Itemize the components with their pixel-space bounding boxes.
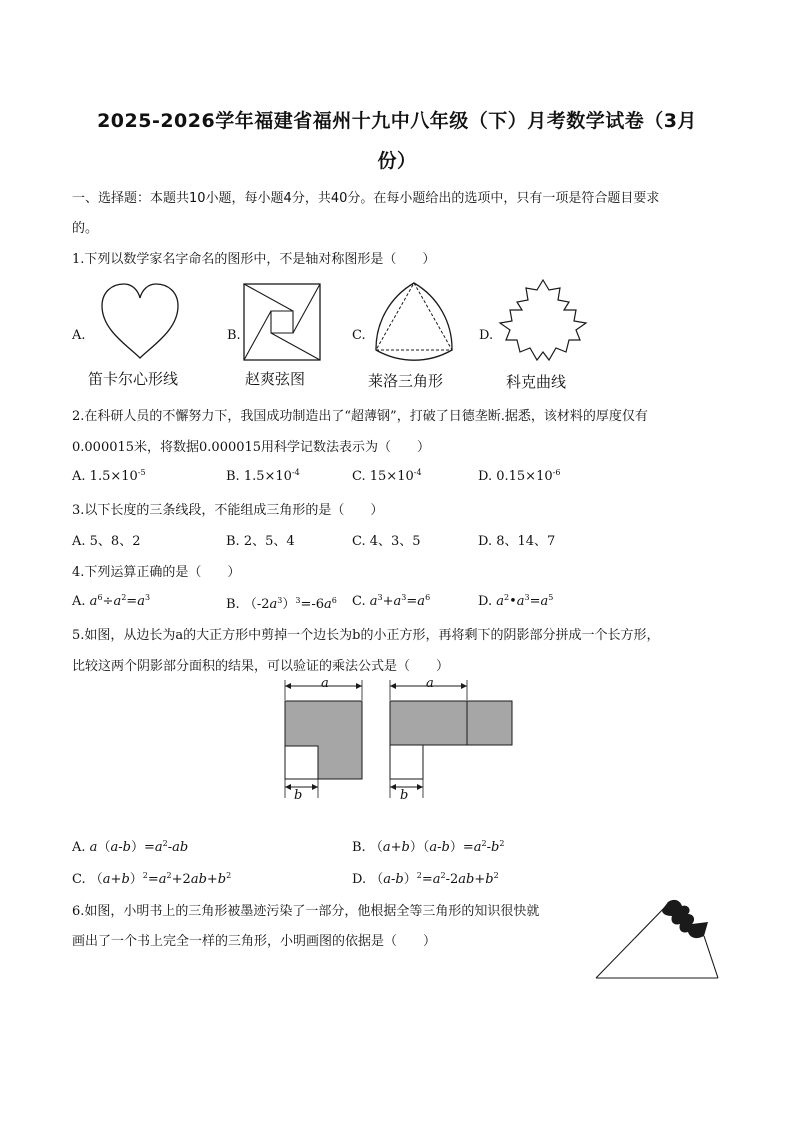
q5-fig2-label-b: b [400,788,409,803]
q4-stem: 4.下列运算正确的是（ ） [72,565,241,580]
q1-option-c-caption: 莱洛三角形 [368,372,444,390]
q3-stem: 3.以下长度的三条线段，不能组成三角形的是（ ） [72,503,384,518]
q2-option-d: D. $0.15\times 10^{-6}$ [478,468,561,484]
q5-figure-rectangle [385,676,525,806]
q1-option-d-letter: D. [479,328,494,343]
q4-option-d: D. $a^2•a^3=a^5$ [478,593,554,609]
exam-title-line2: 份） [377,150,417,172]
q3-option-d: D. 8、14、7 [478,534,556,549]
q2-option-a: A. $1.5\times 10^{-5}$ [72,468,146,484]
q5-option-a: A. $a(a-b)=a^2-ab$ [72,839,189,855]
q5-option-b: B. $(a+b)(a-b)=a^2-b^2$ [352,839,505,855]
q3-option-a: A. 5、8、2 [72,534,141,549]
q1-option-b-caption: 赵爽弦图 [245,370,306,388]
q1-option-a-caption: 笛卡尔心形线 [88,370,179,388]
q5-option-d: D. $(a-b)^2=a^2-2ab+b^2$ [352,871,499,887]
q6-stem-line2: 画出了一个书上完全一样的三角形，小明画图的依据是（ ） [72,934,437,949]
q1-stem: 1.下列以数学家名字命名的图形中，不是轴对称图形是（ ） [72,252,436,267]
zhao-shuang-square-icon [243,283,321,361]
q2-stem-line1: 2.在科研人员的不懈努力下，我国成功制造出了“超薄钢”，打破了日德垄断.据悉，该材料的厚度仅有 [72,409,648,424]
heart-curve-icon [98,282,182,362]
exam-title-line1: 2025-2026学年福建省福州十九中八年级（下）月考数学试卷（3月 [97,110,697,132]
q3-option-c: C. 4、3、5 [352,534,421,549]
koch-snowflake-icon [496,278,590,364]
q2-option-b: B. $1.5\times 10^{-4}$ [226,468,300,484]
q1-option-c-letter: C. [352,328,366,343]
q1-option-a-letter: A. [72,328,86,343]
q5-fig1-label-b: b [294,788,303,803]
q1-option-d-caption: 科克曲线 [506,373,567,391]
q2-option-c: C. $15\times 10^{-4}$ [352,468,422,484]
q2-stem-line2: 0.000015米，将数据0.000015用科学记数法表示为（ ） [72,440,431,455]
q5-fig1-label-a: a [321,676,329,691]
q4-option-c: C. $a^3+a^3=a^6$ [352,593,431,609]
q5-stem-line2: 比较这两个阴影部分面积的结果，可以验证的乘法公式是（ ） [72,659,450,674]
q6-stained-triangle-figure [592,896,722,982]
q6-stem-line1: 6.如图，小明书上的三角形被墨迹污染了一部分，他根据全等三角形的知识很快就 [72,904,540,919]
section-intro-line2: 的。 [72,221,99,236]
q1-option-b-letter: B. [227,328,241,343]
q5-option-c: C. $(a+b)^2=a^2+2ab+b^2$ [72,871,232,887]
q3-option-b: B. 2、5、4 [226,534,295,549]
reuleaux-triangle-icon [370,280,458,364]
q4-option-a: A. $a^6\div a^2=a^3$ [72,593,151,609]
q5-figure-square-cutout [280,676,370,806]
q5-stem-line1: 5.如图，从边长为a的大正方形中剪掉一个边长为b的小正方形，再将剩下的阴影部分拼成一个长方形， [72,628,660,643]
section-intro-line1: 一、选择题：本题共10小题，每小题4分，共40分。在每小题给出的选项中，只有一项是符合题目要求 [72,191,660,206]
q5-fig2-label-a: a [426,676,434,691]
q4-option-b: B. $(-2a^3)^3=-6a^6$ [226,596,337,612]
